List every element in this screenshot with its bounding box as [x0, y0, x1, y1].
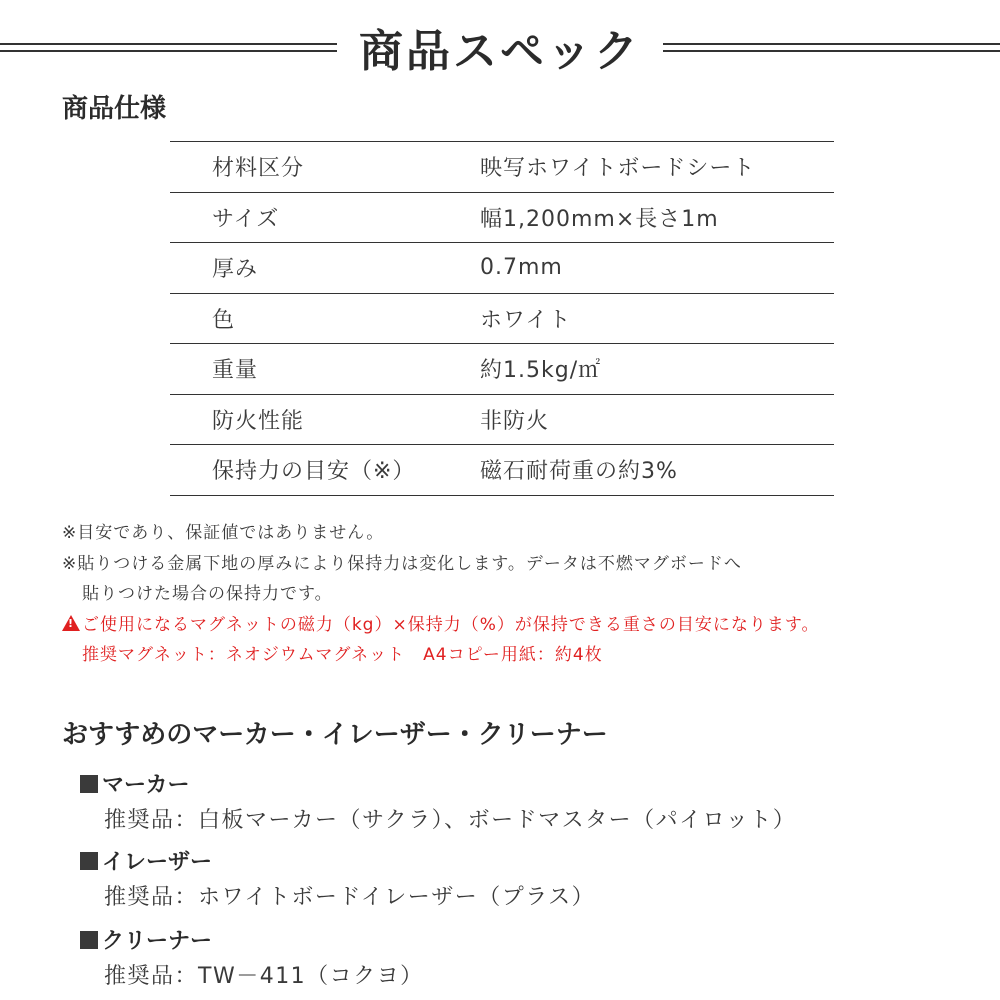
recommend-item-title: イレーザー	[102, 850, 213, 875]
title-decoration-left	[0, 43, 337, 52]
spec-value: 幅1,200mm×長さ1m	[480, 192, 834, 243]
table-row	[170, 445, 834, 496]
square-bullet-icon	[80, 852, 98, 870]
recommend-item-text: 推奨品：白板マーカー（サクラ）、ボードマスター（パイロット）	[104, 808, 797, 833]
recommend-item-eraser	[80, 845, 595, 911]
warning-line	[62, 610, 962, 641]
spec-value: 0.7mm	[480, 243, 834, 294]
spec-label: サイズ	[170, 192, 480, 243]
square-bullet-icon	[80, 775, 98, 793]
spec-value: ホワイト	[480, 293, 834, 344]
page-title-banner	[0, 14, 1000, 80]
spec-heading: 商品仕様	[62, 94, 167, 124]
notes	[62, 518, 962, 671]
spec-label: 重量	[170, 344, 480, 395]
note-line: ※貼りつける金属下地の厚みにより保持力は変化します。データは不燃マグボードへ	[62, 553, 742, 574]
page-title: 商品スペック	[359, 26, 641, 77]
recommend-item-marker	[80, 768, 796, 834]
recommend-item-text: 推奨品：ホワイトボードイレーザー（プラス）	[104, 885, 596, 910]
recommend-item-cleaner	[80, 924, 424, 990]
spec-label: 厚み	[170, 243, 480, 294]
spec-label: 材料区分	[170, 142, 480, 193]
table-row	[170, 394, 834, 445]
spec-label: 保持力の目安（※）	[170, 445, 480, 496]
spec-value: 映写ホワイトボードシート	[480, 142, 834, 193]
spec-label: 色	[170, 293, 480, 344]
title-decoration-right	[663, 43, 1000, 52]
note-line: ※目安であり、保証値ではありません。	[62, 523, 385, 543]
recommend-heading: おすすめのマーカー・イレーザー・クリーナー	[62, 720, 608, 750]
spec-label: 防火性能	[170, 394, 480, 445]
square-bullet-icon	[80, 931, 98, 949]
table-row	[170, 344, 834, 395]
warning-line: 推奨マグネット：ネオジウムマグネット A4コピー用紙：約4枚	[82, 645, 603, 665]
recommend-item-title: マーカー	[102, 773, 190, 798]
table-row	[170, 142, 834, 193]
warning-text: ご使用になるマグネットの磁力（kg）×保持力（%）が保持できる重さの目安になります。	[82, 614, 820, 635]
spec-value: 約1.5kg/㎡	[480, 344, 834, 395]
spec-value: 磁石耐荷重の約3%	[480, 445, 834, 496]
recommend-item-text: 推奨品：TW－411（コクヨ）	[104, 964, 424, 989]
table-row	[170, 192, 834, 243]
table-row	[170, 293, 834, 344]
recommend-item-title: クリーナー	[102, 929, 213, 954]
table-row	[170, 243, 834, 294]
spec-table	[170, 141, 834, 496]
note-line: 貼りつけた場合の保持力です。	[82, 584, 333, 604]
warning-icon	[62, 615, 80, 631]
spec-value: 非防火	[480, 394, 834, 445]
